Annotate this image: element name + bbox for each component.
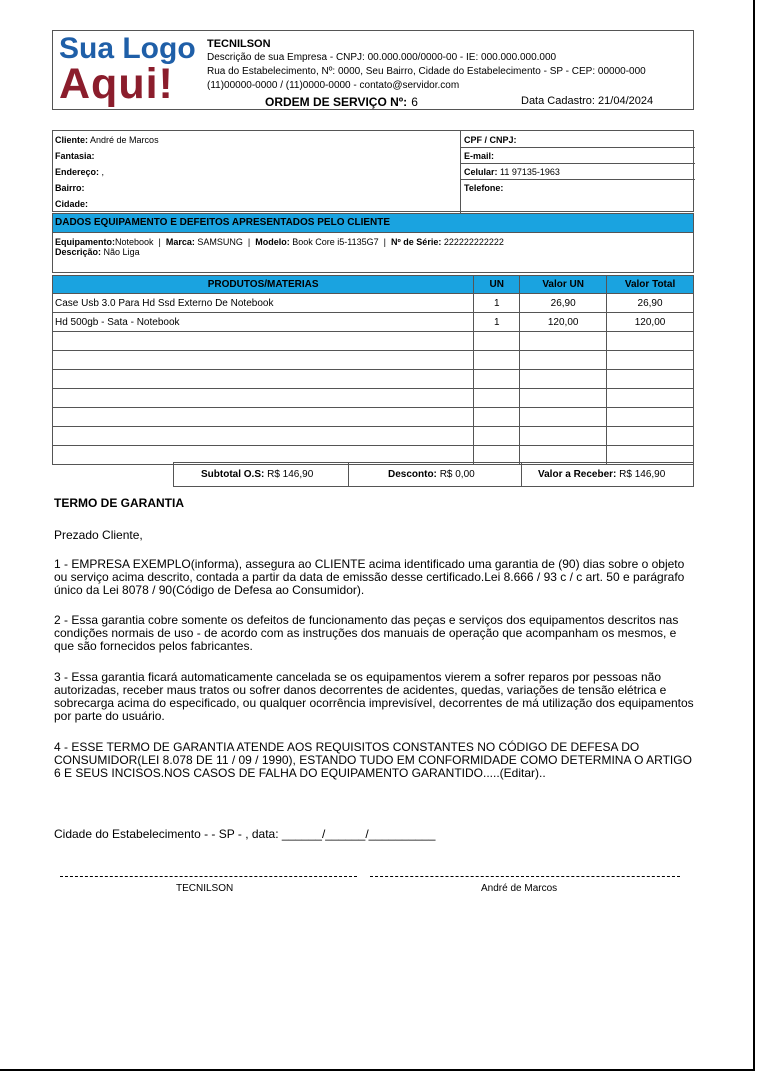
empty-cell [520,370,607,389]
signature-name-left: TECNILSON [176,883,234,894]
equipment-line: Equipamento:Notebook | Marca: SAMSUNG | Modelo: Book Core i5-1135G7 | Nº de Série: 222222222222 [55,237,504,247]
client-celular: 11 97135-1963 [500,167,560,177]
table-row [53,408,694,427]
table-row [53,370,694,389]
header-valor-total: Valor Total [607,276,694,294]
client-cidade-label: Cidade: [55,199,89,209]
desconto [388,463,475,486]
warranty-paragraph-4: 4 - ESSE TERMO DE GARANTIA ATENDE AOS REQUISITOS CONSTANTES NO CÓDIGO DE DEFESA DO CONSUMIDOR(LEI 8.078 DE 11 / 09 / 1990), ESTANDO TUDO EM CONFORMIDADE COMO DETERMINA O ARTIGO 6 E SEUS INCISOS.NOS CASOS DE FALHA DO EQUIPAMENTO GARANTIDO.....(Editar).. [54,740,692,780]
logo-line-2: Aqui! [59,60,174,108]
empty-cell [607,332,694,351]
receber-value: R$ 146,90 [619,469,666,480]
table-row [53,389,694,408]
table-row [53,332,694,351]
client-divider [460,131,461,213]
serie-label: Nº de Série: [391,237,442,247]
desconto-value: R$ 0,00 [439,469,475,480]
warranty-paragraph-1: 1 - EMPRESA EXEMPLO(informa), assegura ao CLIENTE acima identificado uma garantia de (90) dias sobre o objeto ou serviço acima descrito, contada a partir da data de emissão desse certificado.Lei 8.666 / 93 c / c art. 50 e parágrafo único da Lei 8078 / 90(Código de Defesa ao Consumidor). [54,557,685,597]
client-fantasia-row [53,148,95,164]
product-name: Case Usb 3.0 Para Hd Ssd Externo De Notebook [53,294,474,313]
empty-cell [474,370,520,389]
client-telefone-label: Telefone: [464,183,504,193]
marca-value: SAMSUNG [197,237,243,247]
client-name: André de Marcos [90,135,159,145]
client-cpf-row [462,132,517,148]
client-cidade-row [53,196,88,212]
signature-line-left [60,876,357,877]
empty-cell [607,427,694,446]
empty-cell [53,408,474,427]
company-contact: (11)00000-0000 / (11)0000-0000 - contato@servidor.com [207,80,460,91]
company-description: Descrição de sua Empresa - CNPJ: 00.000.000/0000-00 - IE: 000.000.000.000 [207,52,557,63]
order-date-label: Data Cadastro: [521,95,595,107]
product-total-value: 26,90 [607,294,694,313]
empty-cell [53,370,474,389]
warranty-paragraph-3: 3 - Essa garantia ficará automaticamente cancelada se os equipamentos vierem a sofrer reparos por pessoas não autorizadas, receber maus tratos ou sofrer danos decorrentes de acidentes, quedas, variações de tensão elétrica e sobrecarga acima do especificado, ou qualquer ocorrência imprevisível, decorrentes de má utilização dos equipamentos por parte do usuário. [54,670,694,723]
empty-cell [607,389,694,408]
warranty-greeting: Prezado Cliente, [54,528,143,542]
empty-cell [607,351,694,370]
client-fantasia-label: Fantasia: [55,151,95,161]
product-unit-value: 26,90 [520,294,607,313]
signature-line-right [370,876,680,877]
equipment-section-title: DADOS EQUIPAMENTO E DEFEITOS APRESENTADOS PELO CLIENTE [52,213,694,233]
company-logo [57,33,203,109]
empty-cell [607,408,694,427]
company-name: TECNILSON [207,38,271,50]
client-email-label: E-mail: [464,151,495,161]
empty-cell [474,427,520,446]
product-total-value: 120,00 [607,313,694,332]
header-valor-un: Valor UN [520,276,607,294]
client-address: , [101,167,105,177]
client-block [52,130,694,212]
order-number-value: 6 [411,95,418,109]
empty-cell [520,389,607,408]
client-email-row [462,148,494,164]
client-celular-label: Celular: [464,167,498,177]
empty-cell [474,332,520,351]
table-row [53,294,694,313]
serie-value: 222222222222 [443,237,504,247]
client-telefone-row [462,180,503,196]
warranty-title: TERMO DE GARANTIA [54,496,184,510]
table-row [53,427,694,446]
document-header [52,30,694,110]
subtotal-label: Subtotal O.S: [201,469,265,480]
product-unit-value: 120,00 [520,313,607,332]
empty-cell [53,332,474,351]
equipment-value: Notebook [115,237,154,247]
modelo-value: Book Core i5-1135G7 [292,237,379,247]
products-table [52,275,694,465]
empty-cell [520,408,607,427]
warranty-paragraph-2: 2 - Essa garantia cobre somente os defeitos de funcionamento das peças e serviços dos equipamentos descritos nas condições normais de uso - de acordo com as instruções dos manuais de operação que acompanham os mesmos, e que são fornecidos pelos fabricantes. [54,613,679,653]
totals-row [173,462,694,487]
description-line [55,247,691,257]
subtotal-value: R$ 146,90 [267,469,314,480]
marca-label: Marca: [165,237,195,247]
empty-cell [53,427,474,446]
client-address-row [53,164,104,180]
empty-cell [520,332,607,351]
signature-name-right: André de Marcos [481,883,558,894]
empty-cell [474,408,520,427]
client-cpf-label: CPF / CNPJ: [464,135,517,145]
empty-cell [474,351,520,370]
empty-cell [520,427,607,446]
order-number [265,95,418,109]
empty-cell [520,351,607,370]
table-row [53,313,694,332]
logo-line-1: Sua Logo [59,32,196,65]
empty-cell [53,351,474,370]
order-date-value: 21/04/2024 [598,95,654,107]
equipment-label: Equipamento: [55,237,115,247]
valor-receber [538,463,665,486]
totals-divider [348,463,349,486]
subtotal [201,463,313,486]
product-un: 1 [474,313,520,332]
signature-city-date: Cidade do Estabelecimento - - SP - , data: ______/______/__________ [54,827,436,841]
header-products: PRODUTOS/MATERIAS [53,276,474,294]
description-value: Não Liga [103,247,140,257]
empty-cell [474,389,520,408]
header-un: UN [474,276,520,294]
totals-divider [521,463,522,486]
company-address: Rua do Estabelecimento, Nº: 0000, Seu Bairro, Cidade do Estabelecimento - SP - CEP: 00000-000 [207,66,646,77]
client-celular-row [462,164,560,180]
client-name-label: Cliente: [55,135,89,145]
empty-cell [53,389,474,408]
desconto-label: Desconto: [388,469,437,480]
table-row [53,351,694,370]
modelo-label: Modelo: [255,237,290,247]
empty-cell [607,370,694,389]
product-name: Hd 500gb - Sata - Notebook [53,313,474,332]
description-label: Descrição: [55,247,102,257]
order-date [521,95,653,107]
product-un: 1 [474,294,520,313]
client-bairro-label: Bairro: [55,183,85,193]
order-number-label: ORDEM DE SERVIÇO Nº: [265,95,408,109]
equipment-details [52,233,694,273]
products-header-row [53,276,694,294]
client-name-row [53,132,159,148]
receber-label: Valor a Receber: [538,469,617,480]
client-address-label: Endereço: [55,167,100,177]
company-info [207,37,646,93]
client-bairro-row [53,180,85,196]
